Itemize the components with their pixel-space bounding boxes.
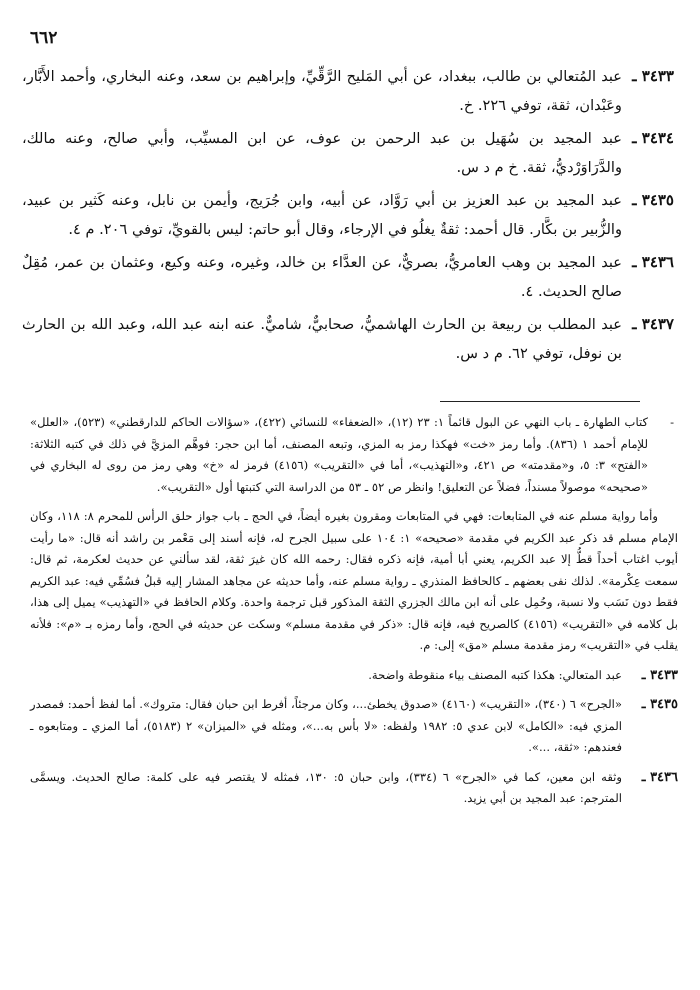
entry-text: عبد المُتعالي بن طالب، ببغداد، عن أبي المَليح الرَّقِّيِّ، وإبراهيم بن سعد، وعنه البخاري، وأحمد الأَبَّار، وعَبْدان، ثقة، توفي ٢٢٦. خ. — [22, 68, 622, 114]
entry-number: ٣٤٣٤ ـ — [632, 129, 674, 147]
entry-3435 — [22, 186, 674, 244]
entry-3436 — [22, 248, 674, 306]
entry-text: عبد المجيد بن سُهَيل بن عبد الرحمن بن عوف، عن ابن المسيِّب، وأبي صالح، وعنه مالك، والدَّرَاوَرْديُّ، ثقة. خ م د س. — [22, 130, 622, 176]
footnote-text: وثقه ابن معين، كما في «الجرح» ٦ (٣٣٤)، وابن حبان ٥: ١٣٠، فمثله لا يقتصر فيه على كلمة: صالح الحديث. ويسمَّى المترجم: عبد المجيد بن أبي يزيد. — [30, 769, 623, 805]
entry-number: ٣٤٣٥ ـ — [632, 191, 674, 209]
page-number: ٦٦٢ — [30, 28, 58, 48]
entry-text: عبد المجيد بن وهب العامريُّ، بصريٌّ، عن العدَّاء بن خالد، وغيره، وعنه وكيع، وعثمان بن عمر، مُقِلٌ صالح الحديث. ٤. — [22, 254, 622, 300]
entry-text: عبد المطلب بن ربيعة بن الحارث الهاشميُّ، صحابيٌّ، شاميٌّ. عنه ابنه عبد الله، وعبد الله بن الحارث بن نوفل، توفي ٦٢. م د س. — [22, 316, 622, 362]
entry-number: ٣٤٣٦ ـ — [632, 253, 674, 271]
entry-3434 — [22, 124, 674, 182]
footnote-3435 — [30, 694, 678, 759]
entry-number: ٣٤٣٧ ـ — [632, 315, 674, 333]
footnote-text: وأما رواية مسلم عنه في المتابعات: فهي في المتابعات ومقرون بغيره أيضاً، في الحج ـ باب جواز حلق الرأس للمحرم ٨: ١١٨، وكان الإمام مسلم قد ذكر عبد الكريم في مقدمة «صحيحه» ١: ١٠٤ على سبيل الجرح له، فإنه أسند إلى مَعْمر بن راشد أنه قال: «ما رأيت أيوب اغتاب أحداً قطُّ إلا عبد الكريم، يعني أبا أمية، فإنه ذكره فقال: رحمه الله كان غيرَ ثقة، لقد سألني عن حديث لعكرمة، ثم قال: سمعت عِكْرمة». لذلك نفى بعضهم ـ كالحافظ المنذري ـ رواية مسلم عنه، وأما حديثه عن مجاهد المشار إليه قبلُ فسُمِّي فيه: عبد الكريم فقط دون نَسَب ولا نسبة، وحُمِل على أنه ابن مالك الجزري الثقة المذكور قبل ترجمة واحدة. وكلام الحافظ في «التهذيب» يميل إلى هذا، بل كلامه في «التقريب» (٤١٥٦) كالصريح فيه، فإنه قال: «ذكر في مقدمة مسلم» وسكت عن حديثه في الحج، وأما رمزه بـ «م»: فلأنه يقلب في «التقريب» رمز مقدمة مسلم «مق» إلى: م. — [30, 509, 678, 652]
footnote-3436 — [30, 767, 678, 810]
footnote-text: «الجرح» ٦ (٣٤٠)، «التقريب» (٤١٦٠) «صدوق يخطئ...، وكان مرجئاً، أفرط ابن حبان فقال: متروك». أما لفظ أحمد: فمصدر المزي فيه: «الكامل» لابن عدي ٥: ١٩٨٢ ولفظه: «لا بأس به...»، ومثله في «الميزان» ٢ (٥١٨٣)، أما المزي ـ ومتابعوه ـ فعندهم: «ثقة، ...». — [30, 697, 623, 754]
dash-marker: - — [670, 415, 674, 429]
footnote-number: ٣٤٣٣ ـ — [641, 667, 678, 683]
footnote-text: عبد المتعالي: هكذا كتبه المصنف بياء منقوطة واضحة. — [368, 667, 622, 682]
footnote-continuation — [30, 506, 678, 657]
entry-text: عبد المجيد بن عبد العزيز بن أبي رَوَّاد، عن أبيه، وابن جُرَيج، وأيمن بن نابل، وعنه كَثير بن عبيد، والزُّبير بن بكَّار. قال أحمد: ثقةٌ يغلُو في الإرجاء، وقال أبو حاتم: ليس بالقويِّ، توفي ٢٠٦. م ٤. — [22, 192, 622, 238]
entry-3437 — [22, 310, 674, 368]
footnote-3433 — [30, 665, 678, 687]
biography-entries — [22, 62, 674, 372]
footnote-text: كتاب الطهارة ـ باب النهي عن البول قائماً ١: ٢٣ (١٢)، «الضعفاء» للنسائي (٤٢٢)، «سؤالات الحاكم للدارقطني» (٥٢٣)، «العلل» للإمام أحمد ١ (٨٣٦). وأما رمز «خت» فهكذا رمز به المزي، وتبعه المصنف، أما ابن حجر: فوهَّم المزيَّ في ذلك في كتبه الثلاثة: «الفتح» ٣: ٥، و«مقدمته» ص ٤٢١، و«التهذيب»، أما في «التقريب» (٤١٥٦) فرمز له «خ» وهي رمز من روى له البخاري في «صحيحه» موصولاً مسنداً، فضلاً عن التعليق! وانظر ص ٥٢ ـ ٥٣ من الدراسة التي كتبتها أول «التقريب». — [30, 415, 649, 494]
footnote-number: ٣٤٣٦ ـ — [641, 769, 678, 785]
footnote-divider — [440, 401, 640, 402]
entry-3433 — [22, 62, 674, 120]
footnote-carryover — [30, 412, 678, 498]
footnotes — [30, 412, 678, 818]
footnote-number: ٣٤٣٥ ـ — [641, 697, 678, 712]
entry-number: ٣٤٣٣ ـ — [632, 67, 674, 85]
